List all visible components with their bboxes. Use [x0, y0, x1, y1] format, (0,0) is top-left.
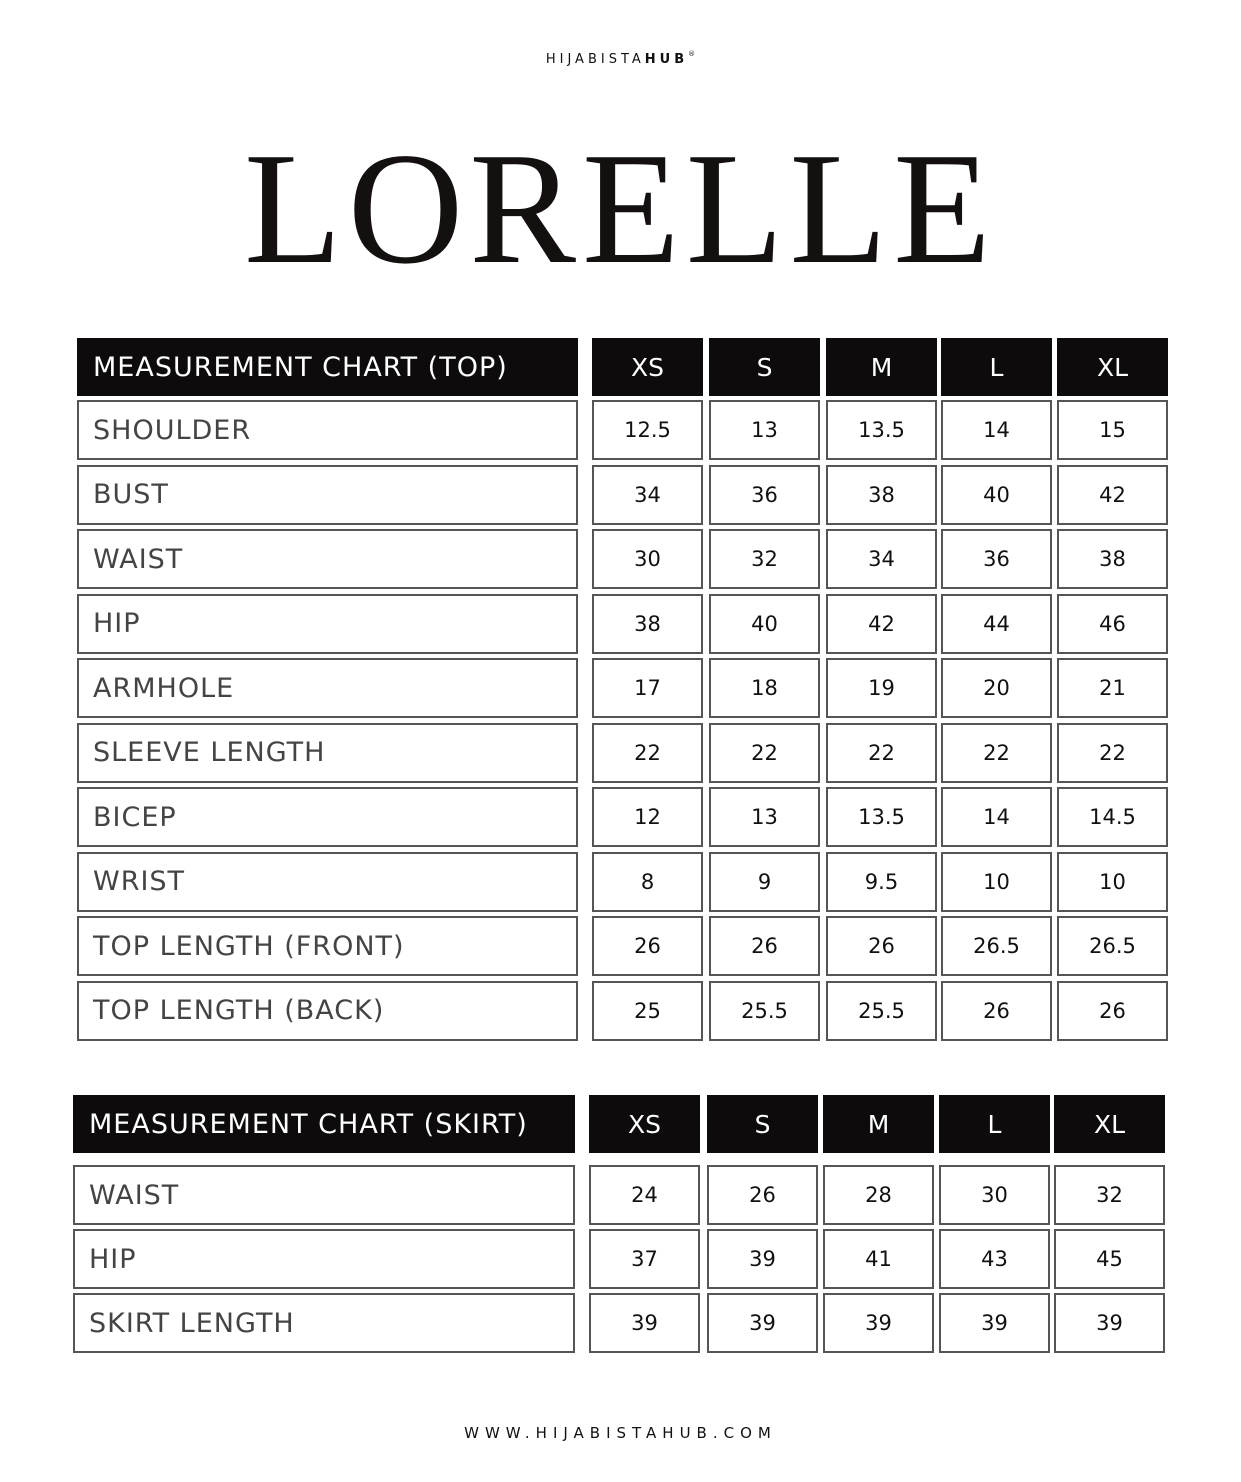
- measurement-value: 39: [939, 1293, 1050, 1353]
- measurement-value: 39: [823, 1293, 934, 1353]
- measurement-value: 46: [1057, 594, 1168, 654]
- size-header-s: S: [709, 338, 820, 396]
- measurement-value: 12: [592, 787, 703, 847]
- measurement-value: 14.5: [1057, 787, 1168, 847]
- measurement-value: 38: [592, 594, 703, 654]
- brand-name: HIJABISTA: [545, 52, 645, 67]
- measurement-value: 17: [592, 658, 703, 718]
- measurement-value: 14: [941, 400, 1052, 460]
- brand-logo: [0, 52, 1241, 67]
- measurement-label: TOP LENGTH (FRONT): [77, 916, 578, 976]
- measurement-label: HIP: [77, 594, 578, 654]
- measurement-value: 25.5: [709, 981, 820, 1041]
- size-header-xl: XL: [1057, 338, 1168, 396]
- measurement-value: 26: [1057, 981, 1168, 1041]
- measurement-value: 15: [1057, 400, 1168, 460]
- measurement-value: 38: [1057, 529, 1168, 589]
- measurement-value: 40: [709, 594, 820, 654]
- measurement-value: 21: [1057, 658, 1168, 718]
- measurement-value: 32: [709, 529, 820, 589]
- measurement-label: WAIST: [77, 529, 578, 589]
- measurement-value: 32: [1054, 1165, 1165, 1225]
- measurement-value: 13.5: [826, 400, 937, 460]
- measurement-label: HIP: [73, 1229, 575, 1289]
- measurement-value: 26: [941, 981, 1052, 1041]
- measurement-value: 10: [1057, 852, 1168, 912]
- size-header-s: S: [707, 1095, 818, 1153]
- measurement-value: 39: [707, 1229, 818, 1289]
- measurement-value: 9: [709, 852, 820, 912]
- measurement-value: 13.5: [826, 787, 937, 847]
- measurement-value: 25: [592, 981, 703, 1041]
- website-url: WWW.HIJABISTAHUB.COM: [464, 1424, 777, 1442]
- measurement-label: ARMHOLE: [77, 658, 578, 718]
- measurement-value: 25.5: [826, 981, 937, 1041]
- measurement-label: SHOULDER: [77, 400, 578, 460]
- size-header-m: M: [826, 338, 937, 396]
- measurement-value: 40: [941, 465, 1052, 525]
- registered-mark: ®: [688, 50, 696, 58]
- measurement-value: 30: [592, 529, 703, 589]
- measurement-value: 34: [826, 529, 937, 589]
- measurement-value: 13: [709, 400, 820, 460]
- chart-heading: MEASUREMENT CHART (SKIRT): [73, 1095, 575, 1153]
- measurement-value: 34: [592, 465, 703, 525]
- measurement-value: 18: [709, 658, 820, 718]
- measurement-value: 41: [823, 1229, 934, 1289]
- measurement-label: BUST: [77, 465, 578, 525]
- measurement-label: WRIST: [77, 852, 578, 912]
- measurement-value: 26: [707, 1165, 818, 1225]
- size-header-xs: XS: [592, 338, 703, 396]
- measurement-value: 13: [709, 787, 820, 847]
- measurement-value: 10: [941, 852, 1052, 912]
- chart-heading: MEASUREMENT CHART (TOP): [77, 338, 578, 396]
- measurement-value: 38: [826, 465, 937, 525]
- measurement-value: 8: [592, 852, 703, 912]
- measurement-value: 26: [592, 916, 703, 976]
- measurement-value: 37: [589, 1229, 700, 1289]
- measurement-value: 26.5: [941, 916, 1052, 976]
- measurement-value: 44: [941, 594, 1052, 654]
- measurement-value: 42: [826, 594, 937, 654]
- brand-name-bold: HUB: [644, 52, 689, 67]
- measurement-value: 24: [589, 1165, 700, 1225]
- size-header-l: L: [939, 1095, 1050, 1153]
- measurement-value: 43: [939, 1229, 1050, 1289]
- measurement-value: 26: [826, 916, 937, 976]
- measurement-value: 9.5: [826, 852, 937, 912]
- measurement-value: 39: [707, 1293, 818, 1353]
- measurement-value: 28: [823, 1165, 934, 1225]
- measurement-value: 22: [709, 723, 820, 783]
- size-header-xl: XL: [1054, 1095, 1165, 1153]
- measurement-value: 19: [826, 658, 937, 718]
- measurement-value: 36: [941, 529, 1052, 589]
- measurement-value: 30: [939, 1165, 1050, 1225]
- page-title: LORELLE: [244, 119, 997, 297]
- measurement-value: 20: [941, 658, 1052, 718]
- measurement-value: 39: [1054, 1293, 1165, 1353]
- size-header-l: L: [941, 338, 1052, 396]
- measurement-label: WAIST: [73, 1165, 575, 1225]
- measurement-value: 22: [592, 723, 703, 783]
- measurement-value: 39: [589, 1293, 700, 1353]
- measurement-value: 26.5: [1057, 916, 1168, 976]
- measurement-value: 22: [941, 723, 1052, 783]
- measurement-label: SKIRT LENGTH: [73, 1293, 575, 1353]
- measurement-label: BICEP: [77, 787, 578, 847]
- measurement-value: 12.5: [592, 400, 703, 460]
- measurement-label: TOP LENGTH (BACK): [77, 981, 578, 1041]
- size-header-xs: XS: [589, 1095, 700, 1153]
- measurement-value: 42: [1057, 465, 1168, 525]
- measurement-value: 14: [941, 787, 1052, 847]
- measurement-value: 22: [1057, 723, 1168, 783]
- measurement-value: 45: [1054, 1229, 1165, 1289]
- measurement-value: 22: [826, 723, 937, 783]
- measurement-value: 36: [709, 465, 820, 525]
- size-header-m: M: [823, 1095, 934, 1153]
- measurement-value: 26: [709, 916, 820, 976]
- measurement-label: SLEEVE LENGTH: [77, 723, 578, 783]
